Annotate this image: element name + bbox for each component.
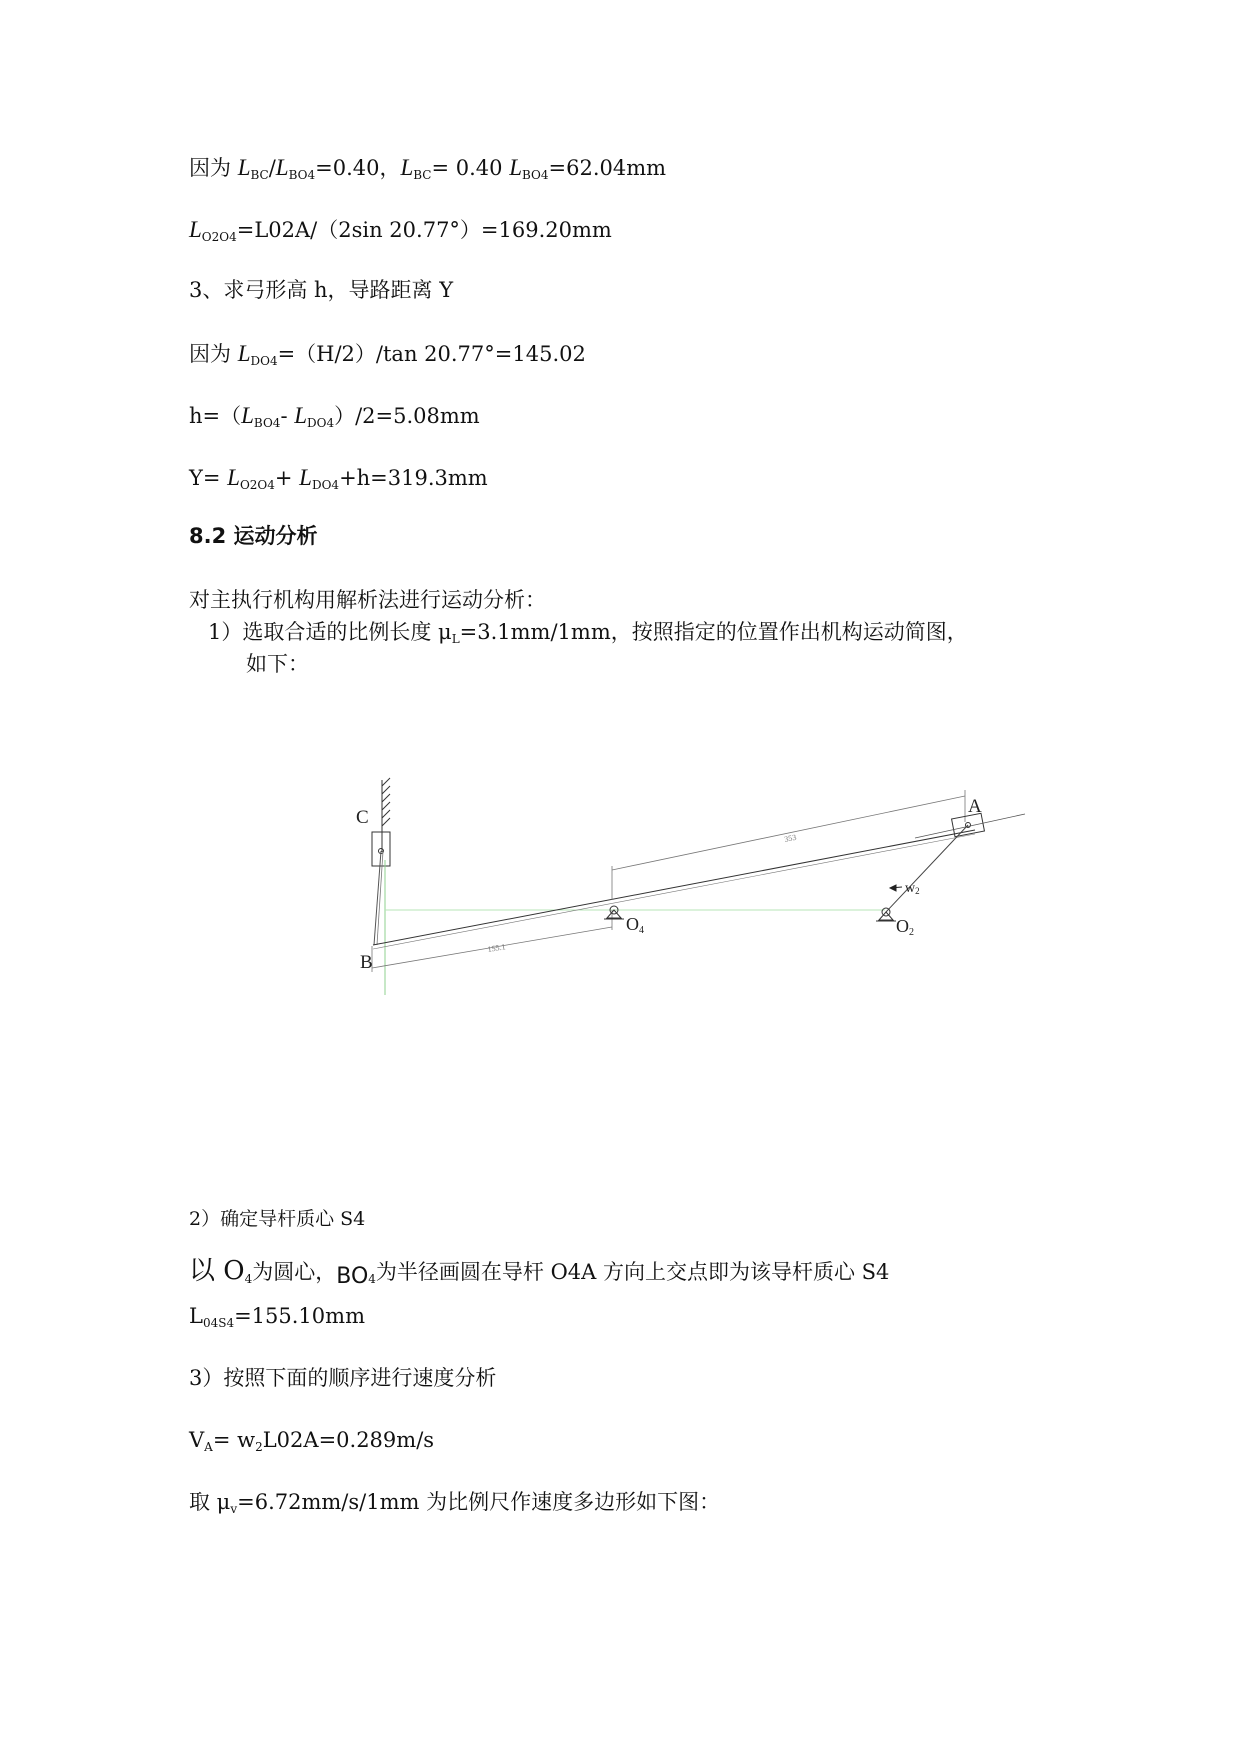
dimension-b-o4 <box>372 910 612 972</box>
symbol-L: L <box>227 465 240 490</box>
text-line-velocity-scale <box>189 1492 720 1515</box>
subscript: DO4 <box>311 478 340 492</box>
subscript: 2 <box>255 1440 263 1454</box>
pivot-o4 <box>604 906 624 919</box>
text: / <box>268 156 276 180</box>
mechanism-diagram <box>0 750 1241 1250</box>
subscript: O2O4 <box>201 230 237 244</box>
symbol-L: L <box>509 155 523 180</box>
crank-o2a <box>886 825 968 912</box>
text: 因为 <box>189 156 238 180</box>
text-line-step1 <box>208 622 968 645</box>
text: = 0.40 <box>431 156 510 180</box>
text: =155.10mm <box>234 1304 365 1328</box>
label-a: A <box>968 796 982 817</box>
symbol-L: L <box>237 341 251 366</box>
text-line-h <box>189 404 480 429</box>
text: BO <box>336 1264 369 1289</box>
text-line-va <box>189 1430 434 1453</box>
label-b: B <box>360 952 373 973</box>
subscript: DO4 <box>250 354 278 368</box>
text: - <box>280 404 295 428</box>
subscript: O2O4 <box>239 478 275 492</box>
text: 为半径画圆在导杆 O4A 方向上交点即为该导杆质心 S4 <box>375 1260 890 1284</box>
text: L02A=0.289m/s <box>262 1428 435 1452</box>
guide-bar-2 <box>373 834 975 949</box>
text-line-step3: 3、求弓形高 h，导路距离 Y <box>189 278 454 302</box>
text: = w <box>212 1428 256 1452</box>
text: h=（ <box>189 404 242 428</box>
text: 以 O <box>189 1256 245 1286</box>
text: =（H/2）/tan 20.77°=145.02 <box>277 342 586 366</box>
label-c: C <box>356 807 369 828</box>
subscript: BO4 <box>288 168 316 182</box>
path-of-a <box>915 814 1025 838</box>
symbol-L: L <box>400 155 414 180</box>
symbol-L: L <box>299 465 312 490</box>
subscript: 4 <box>244 1272 253 1286</box>
text-line-ldo4 <box>189 342 586 367</box>
text: =0.40， <box>315 156 401 180</box>
text-line-lo2o4 <box>189 218 612 243</box>
text: V <box>189 1428 205 1452</box>
text: =6.72mm/s/1mm 为比例尺作速度多边形如下图： <box>237 1490 721 1514</box>
text: 因为 <box>189 342 238 366</box>
text-line-lbc-ratio <box>189 156 666 181</box>
subscript: v <box>230 1502 238 1516</box>
label-w2: w2 <box>905 881 920 896</box>
subscript: BO4 <box>253 416 281 430</box>
subscript: 04S4 <box>202 1316 235 1330</box>
symbol-L: L <box>237 155 251 180</box>
text-line-intro: 对主执行机构用解析法进行运动分析： <box>189 588 546 612</box>
text: =62.04mm <box>548 156 667 180</box>
subscript: BO4 <box>522 168 549 182</box>
symbol-L: L <box>275 155 289 180</box>
text: L <box>189 1304 203 1328</box>
text: + <box>274 466 300 490</box>
text: 为圆心， <box>252 1260 337 1284</box>
text: Y= <box>189 466 228 490</box>
text: +h=319.3mm <box>339 466 488 490</box>
text-line-centroid <box>189 1258 889 1288</box>
symbol-L: L <box>241 403 254 428</box>
subscript: BC <box>413 168 432 182</box>
dimension-label-bottom: 155.1 <box>486 942 507 954</box>
symbol-L: L <box>294 403 308 428</box>
text: 取 μ <box>189 1490 231 1514</box>
label-o4: O4 <box>626 914 644 936</box>
text-line-step2: 2）确定导杆质心 S4 <box>189 1208 366 1230</box>
text: =3.1mm/1mm，按照指定的位置作出机构运动简图， <box>459 620 968 644</box>
text: 1）选取合适的比例长度 μ <box>208 620 452 644</box>
subscript: DO4 <box>307 416 335 430</box>
section-heading: 8.2 运动分析 <box>189 524 318 548</box>
dimension-label-top: 353 <box>783 832 798 844</box>
text-line-lo4s4 <box>189 1306 365 1329</box>
text: ）/2=5.08mm <box>334 404 480 428</box>
subscript: BC <box>250 168 269 182</box>
angular-velocity-arrow <box>890 885 902 891</box>
symbol-L: L <box>189 217 202 242</box>
guide-bar <box>373 830 975 945</box>
subscript: A <box>204 1440 213 1454</box>
subscript: L <box>451 632 460 646</box>
label-o2: O2 <box>896 916 914 938</box>
text-line-as-follows: 如下： <box>246 652 309 676</box>
text-line-step3-velocity: 3）按照下面的顺序进行速度分析 <box>189 1366 497 1390</box>
fixed-frame-hatch <box>382 778 390 852</box>
subscript: 4 <box>368 1272 376 1286</box>
text-line-y <box>189 466 488 491</box>
text: =L02A/（2sin 20.77°）=169.20mm <box>236 218 612 242</box>
